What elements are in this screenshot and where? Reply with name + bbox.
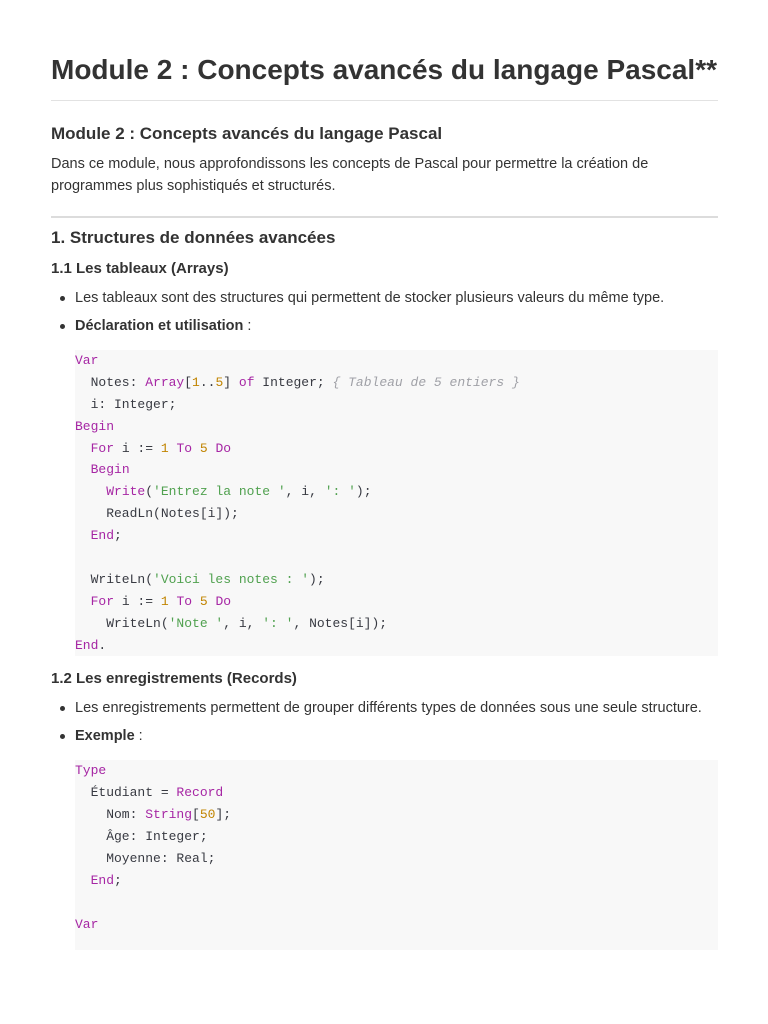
code-token: Type <box>75 763 107 779</box>
code-token: 1 <box>160 593 169 609</box>
code-token: To <box>176 593 193 609</box>
code-line <box>75 782 718 804</box>
code-token: ] <box>223 374 239 390</box>
code-token: 1 <box>160 440 169 456</box>
code-line <box>75 848 718 870</box>
module-heading: Module 2 : Concepts avancés du langage Pascal <box>51 124 443 143</box>
code-token: Array <box>145 374 185 390</box>
code-token: Begin <box>75 418 115 434</box>
code-line <box>75 416 718 438</box>
code-token: ); <box>309 571 325 587</box>
code-token: i := <box>114 593 161 609</box>
section-heading-structures: 1. Structures de données avancées <box>51 228 336 247</box>
code-line <box>75 569 718 591</box>
code-token: 50 <box>199 807 216 823</box>
bullet-text: : <box>134 728 143 745</box>
code-line <box>75 591 718 613</box>
code-token: ': ' <box>324 484 356 500</box>
code-token: ReadLn(Notes[i]); <box>75 506 239 522</box>
code-token: WriteLn( <box>75 615 169 631</box>
bullet-text: : <box>243 318 252 334</box>
code-token <box>208 441 216 456</box>
code-line <box>75 870 718 892</box>
code-line <box>75 760 718 782</box>
code-token: For <box>90 440 115 456</box>
code-token: { Tableau de 5 entiers } <box>332 374 520 390</box>
code-line <box>75 525 718 547</box>
code-token: WriteLn( <box>75 571 154 587</box>
code-token <box>75 873 91 888</box>
intro-paragraph: Dans ce module, nous approfondissons les concepts de Pascal pour permettre la création de programmes plus sophistiqués et structurés. <box>51 156 649 194</box>
code-token <box>75 484 106 499</box>
code-line <box>75 635 718 657</box>
code-line <box>75 613 718 635</box>
code-token: i: Integer; <box>75 396 177 412</box>
list-item <box>75 698 718 718</box>
code-token: Étudiant = <box>75 785 177 801</box>
code-token: Nom: <box>75 807 146 823</box>
code-token: Do <box>215 440 232 456</box>
code-line <box>75 826 718 848</box>
bullet-text: Les tableaux sont des structures qui permettent de stocker plusieurs valeurs du même type. <box>75 290 665 306</box>
document-content <box>51 0 718 950</box>
code-token: Notes: <box>75 374 146 390</box>
code-block-records <box>75 760 718 949</box>
section-divider <box>51 216 718 218</box>
title-divider <box>51 100 718 101</box>
code-token: [ <box>184 374 193 390</box>
code-token: [ <box>192 807 200 823</box>
list-item <box>75 726 718 746</box>
code-token: String <box>145 807 193 823</box>
records-bullet-list <box>51 698 718 746</box>
code-token <box>192 594 200 609</box>
code-token: Write <box>106 484 146 500</box>
code-token: ]; <box>215 807 232 823</box>
code-token: To <box>176 440 193 456</box>
code-line <box>75 547 718 569</box>
code-token: Âge: Integer; <box>75 829 208 845</box>
code-token: Record <box>176 785 224 801</box>
code-token <box>75 462 91 477</box>
code-line <box>75 892 718 914</box>
code-token: ; <box>114 528 122 544</box>
code-token: Var <box>75 916 99 932</box>
subsection-heading-records: 1.2 Les enregistrements (Records) <box>51 670 297 688</box>
code-line <box>75 481 718 503</box>
code-token: Moyenne: Real; <box>75 851 216 867</box>
code-token: For <box>90 593 115 609</box>
code-token: 'Voici les notes : ' <box>153 571 310 587</box>
code-token: 'Entrez la note ' <box>153 484 286 500</box>
code-token: , Notes[i]); <box>293 615 388 631</box>
code-token <box>208 594 216 609</box>
code-token <box>75 441 91 456</box>
code-line <box>75 503 718 525</box>
code-token <box>192 441 200 456</box>
bullet-text: Les enregistrements permettent de grouper différents types de données sous une seule structure. <box>75 700 702 717</box>
code-token <box>75 594 91 609</box>
page-title: Module 2 : Concepts avancés du langage Pascal** <box>51 54 717 85</box>
code-token: Integer; <box>254 374 333 390</box>
code-token: ; <box>114 872 122 888</box>
code-token: of <box>238 374 255 390</box>
code-line <box>75 372 718 394</box>
code-block-arrays <box>75 350 718 656</box>
code-line <box>75 350 718 372</box>
code-token: i := <box>114 440 161 456</box>
code-token: 5 <box>215 374 224 390</box>
list-item <box>75 316 718 336</box>
code-token: .. <box>199 374 216 390</box>
code-token: 5 <box>199 593 208 609</box>
code-token: ( <box>145 484 154 500</box>
code-token: Do <box>215 593 232 609</box>
code-token: End <box>75 637 99 653</box>
code-token: , i, <box>223 615 263 631</box>
code-token: End <box>90 872 115 888</box>
list-item <box>75 288 718 308</box>
code-line <box>75 459 718 481</box>
subsection-heading-arrays: 1.1 Les tableaux (Arrays) <box>51 260 229 277</box>
code-token: ); <box>355 484 372 500</box>
code-line <box>75 394 718 416</box>
code-token: 5 <box>199 440 208 456</box>
code-token <box>75 528 91 543</box>
code-token: End <box>90 528 115 544</box>
code-token: Begin <box>90 462 130 478</box>
code-token: ': ' <box>262 615 294 631</box>
bullet-bold-label: Exemple <box>75 728 135 745</box>
code-line <box>75 914 718 936</box>
code-line <box>75 438 718 460</box>
code-token: , i, <box>285 484 325 500</box>
code-token: Var <box>75 353 99 368</box>
code-token: . <box>98 637 107 653</box>
code-token: 1 <box>192 374 200 390</box>
bullet-bold-label: Déclaration et utilisation <box>75 318 244 334</box>
code-token: 'Note ' <box>168 615 224 631</box>
arrays-bullet-list <box>51 288 718 336</box>
code-line <box>75 804 718 826</box>
